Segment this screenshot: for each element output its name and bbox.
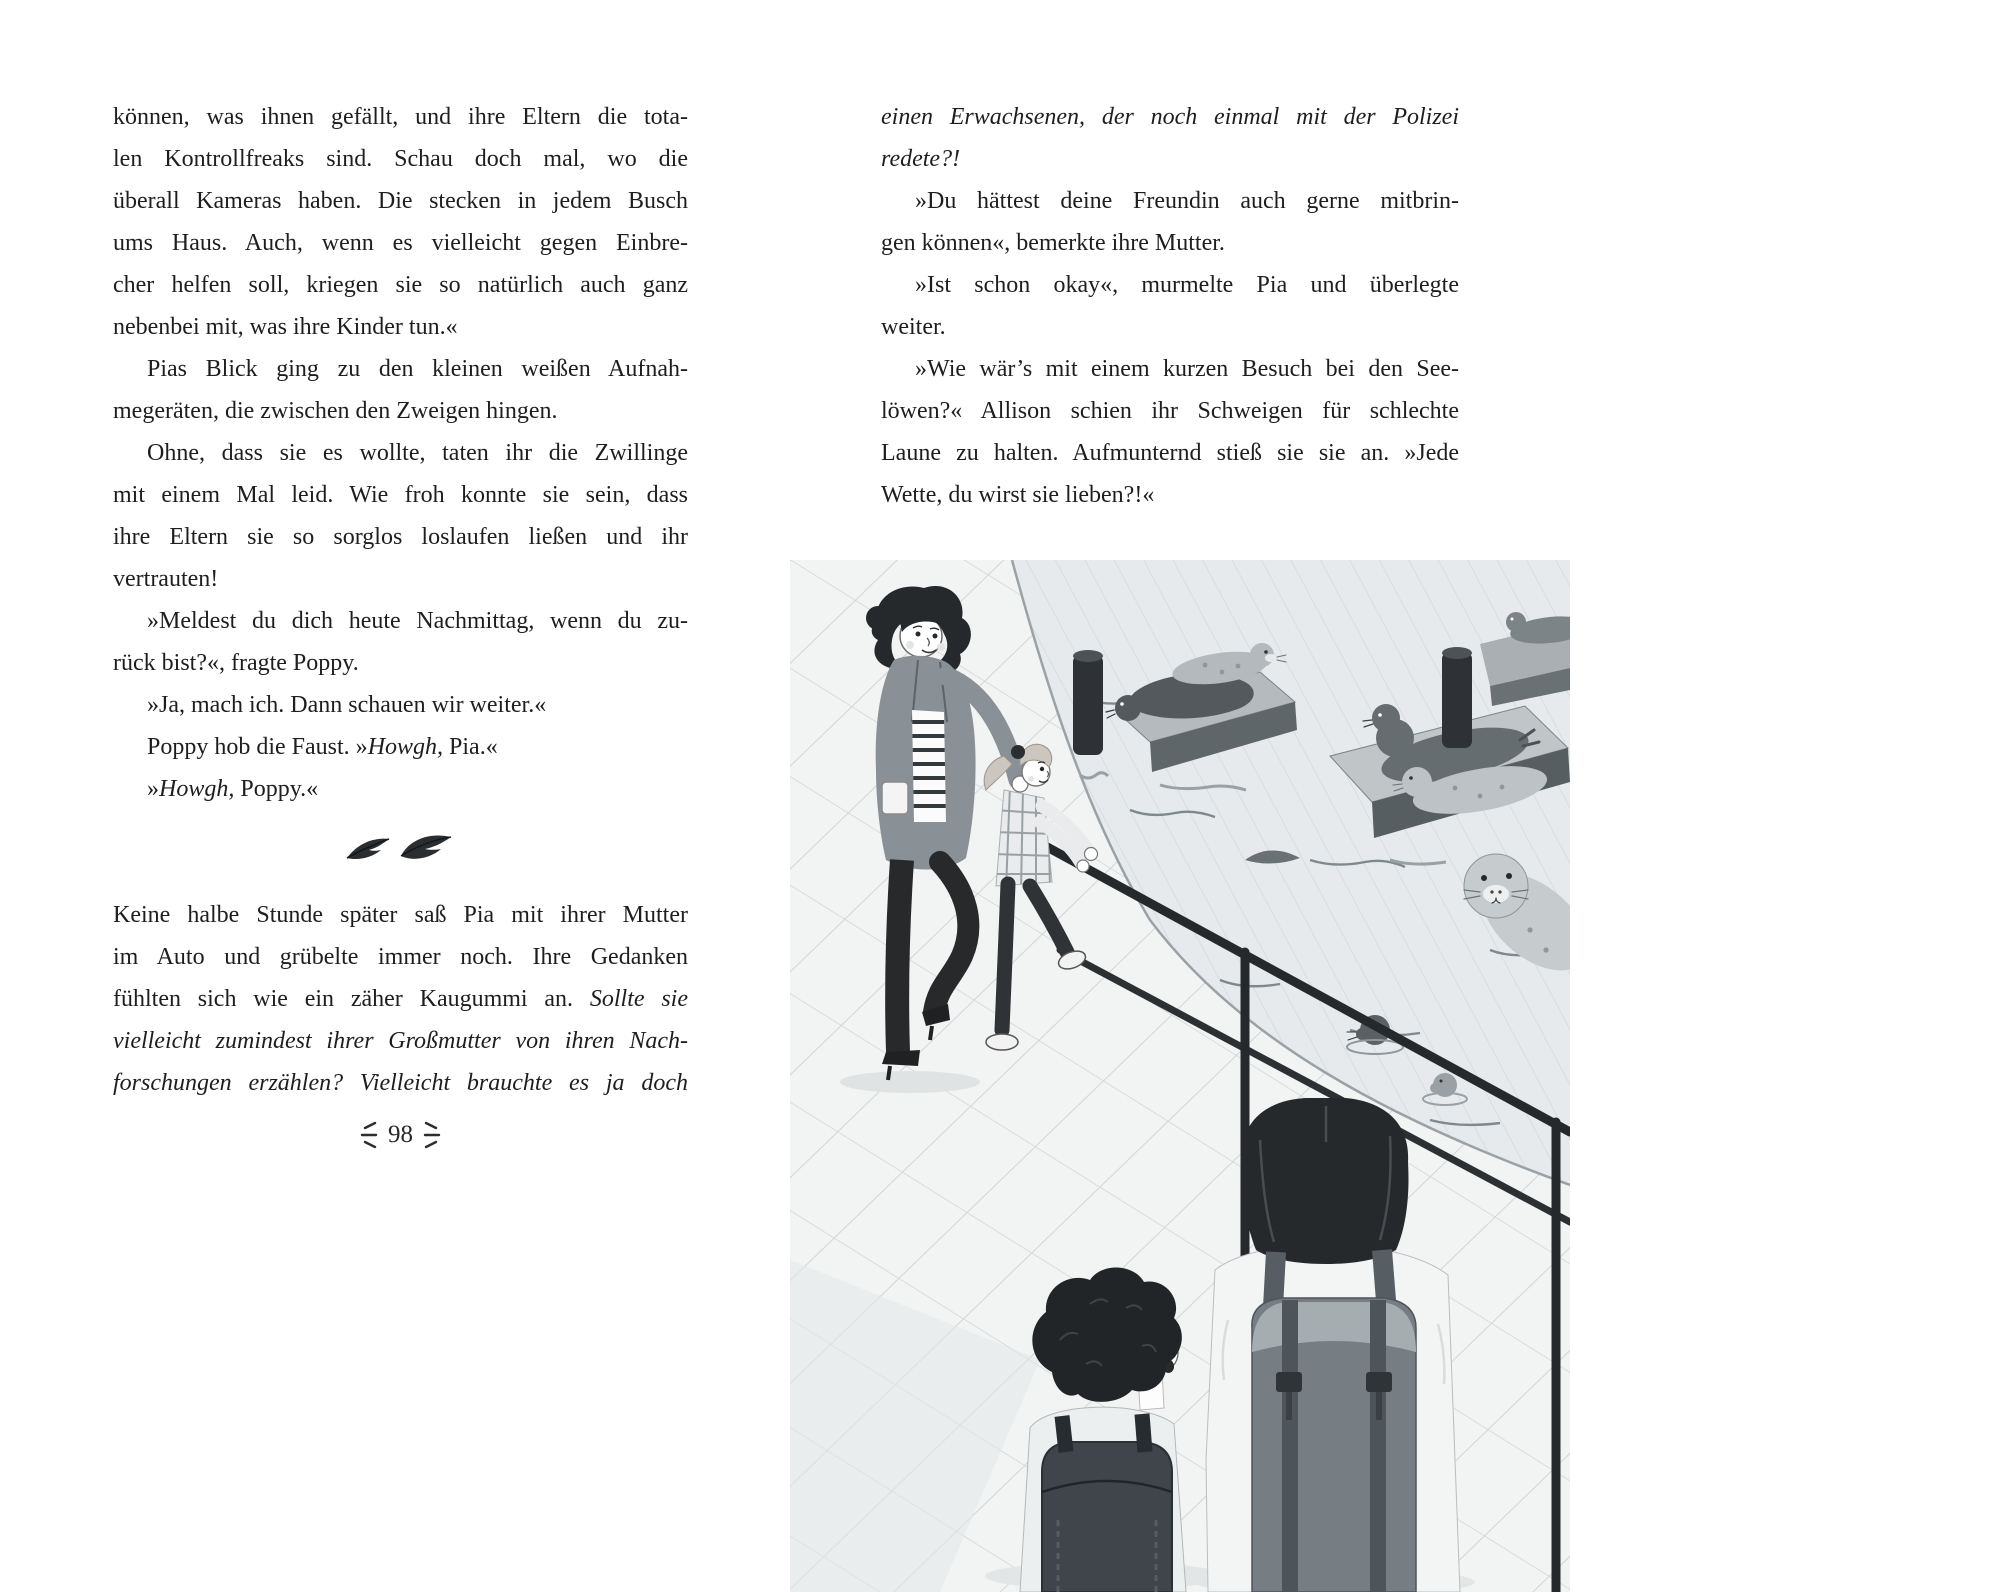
page-number-area bbox=[113, 1118, 688, 1152]
text-line bbox=[113, 516, 688, 558]
body-text: megeräten, die zwischen den Zweigen hingen. bbox=[113, 398, 558, 424]
body-text: nebenbei mit, was ihre Kinder tun.« bbox=[113, 314, 458, 340]
body-text: Keine halbe Stunde später saß Pia mit ihrer Mutter bbox=[113, 902, 688, 928]
body-text: im Auto und grübelte immer noch. Ihre Gedanken bbox=[113, 944, 688, 970]
text-line bbox=[113, 306, 688, 348]
feather-divider-icon bbox=[345, 832, 457, 872]
body-text: ums Haus. Auch, wenn es vielleicht gegen Einbre- bbox=[113, 230, 688, 256]
text-line bbox=[881, 390, 1459, 432]
italic-text: Howgh, bbox=[159, 776, 235, 802]
italic-text: redete?! bbox=[881, 146, 961, 172]
page-number-ornament-left-icon bbox=[359, 1118, 379, 1152]
italic-text: einen Erwachsenen, der noch einmal mit der Polizei bbox=[881, 104, 1459, 130]
right-text-column bbox=[881, 96, 1459, 516]
boy-foreground-figure bbox=[1020, 1267, 1186, 1592]
text-line bbox=[113, 264, 688, 306]
text-line bbox=[881, 348, 1459, 390]
body-text: rück bist?«, fragte Poppy. bbox=[113, 650, 359, 676]
text-line bbox=[113, 1020, 688, 1062]
jacket-pocket bbox=[882, 782, 908, 814]
page-number: 98 bbox=[388, 1121, 413, 1148]
text-line bbox=[113, 726, 688, 768]
text-line bbox=[881, 474, 1459, 516]
body-text: Poppy hob die Faust. » bbox=[147, 734, 368, 760]
body-text: vertrauten! bbox=[113, 566, 219, 592]
body-text: Ohne, dass sie es wollte, taten ihr die Zwillinge bbox=[147, 440, 688, 466]
text-line bbox=[113, 936, 688, 978]
mooring-post bbox=[1073, 650, 1103, 755]
italic-text: Sollte sie bbox=[589, 986, 688, 1012]
text-line bbox=[113, 642, 688, 684]
body-text: »Du hättest deine Freundin auch gerne mitbrin- bbox=[915, 188, 1459, 214]
left-text-block-top bbox=[113, 96, 688, 810]
text-line bbox=[113, 1062, 688, 1104]
left-text-block-bottom bbox=[113, 894, 688, 1104]
text-line bbox=[113, 138, 688, 180]
body-text: ihre Eltern sie so sorglos loslaufen ließen und ihr bbox=[113, 524, 688, 550]
text-line bbox=[113, 684, 688, 726]
page-number-ornament-right-icon bbox=[422, 1118, 442, 1152]
body-text: löwen?« Allison schien ihr Schweigen für schlechte bbox=[881, 398, 1459, 424]
text-line bbox=[113, 222, 688, 264]
text-line bbox=[113, 978, 688, 1020]
text-line bbox=[113, 96, 688, 138]
body-text: »Ja, mach ich. Dann schauen wir weiter.« bbox=[147, 692, 547, 718]
backpack-buckle bbox=[1276, 1372, 1302, 1392]
body-text: » bbox=[147, 776, 159, 802]
hair-bow bbox=[1011, 745, 1025, 759]
italic-text: vielleicht zumindest ihrer Großmutter von ihren Nach- bbox=[113, 1028, 688, 1054]
text-line bbox=[113, 600, 688, 642]
text-line bbox=[113, 894, 688, 936]
body-text: Poppy.« bbox=[234, 776, 319, 802]
text-line bbox=[113, 390, 688, 432]
body-text: Pia.« bbox=[443, 734, 498, 760]
body-text: »Ist schon okay«, murmelte Pia und überlegte bbox=[915, 272, 1459, 298]
body-text: können, was ihnen gefällt, und ihre Eltern die tota- bbox=[113, 104, 688, 130]
text-line bbox=[113, 180, 688, 222]
left-text-column bbox=[113, 96, 688, 1104]
italic-text: forschungen erzählen? Vielleicht brauchte es ja doch bbox=[113, 1070, 688, 1096]
text-line bbox=[881, 138, 1459, 180]
body-text: Wette, du wirst sie lieben?!« bbox=[881, 482, 1155, 508]
body-text: fühlten sich wie ein zäher Kaugummi an. bbox=[113, 986, 590, 1012]
text-line bbox=[881, 264, 1459, 306]
body-text: len Kontrollfreaks sind. Schau doch mal, wo die bbox=[113, 146, 688, 172]
body-text: Pias Blick ging zu den kleinen weißen Aufnah- bbox=[147, 356, 688, 382]
text-line bbox=[881, 306, 1459, 348]
seal-pier-illustration bbox=[790, 560, 1570, 1592]
body-text: cher helfen soll, kriegen sie so natürlich auch ganz bbox=[113, 272, 688, 298]
text-line bbox=[113, 768, 688, 810]
text-line bbox=[881, 180, 1459, 222]
text-line bbox=[113, 432, 688, 474]
body-text: gen können«, bemerkte ihre Mutter. bbox=[881, 230, 1225, 256]
body-text: überall Kameras haben. Die stecken in jedem Busch bbox=[113, 188, 688, 214]
text-line bbox=[113, 348, 688, 390]
text-line bbox=[881, 222, 1459, 264]
body-text: »Wie wär’s mit einem kurzen Besuch bei den See- bbox=[915, 356, 1459, 382]
body-text: »Meldest du dich heute Nachmittag, wenn du zu- bbox=[147, 608, 688, 634]
body-text: mit einem Mal leid. Wie froh konnte sie sein, dass bbox=[113, 482, 688, 508]
italic-text: Howgh, bbox=[367, 734, 444, 760]
backpack-buckle bbox=[1366, 1372, 1392, 1392]
text-line bbox=[113, 474, 688, 516]
text-line bbox=[881, 96, 1459, 138]
body-text: Laune zu halten. Aufmunternd stieß sie sie an. »Jede bbox=[881, 440, 1459, 466]
section-divider bbox=[113, 810, 688, 894]
text-line bbox=[881, 432, 1459, 474]
text-line bbox=[113, 558, 688, 600]
mooring-post bbox=[1442, 647, 1472, 748]
body-text: weiter. bbox=[881, 314, 946, 340]
